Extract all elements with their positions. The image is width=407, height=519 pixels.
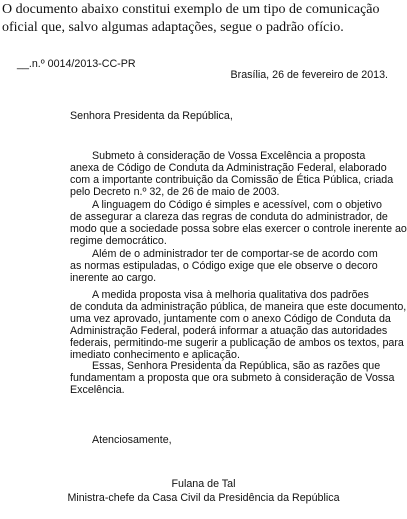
paragraph-line: Administração Federal, poderá informar a atuação das autoridades <box>70 325 388 337</box>
salutation: Senhora Presidenta da República, <box>70 110 233 122</box>
paragraph <box>70 360 395 396</box>
paragraph-line: imediato conhecimento e aplicação. <box>70 349 240 361</box>
signer-title: Ministra-chefe da Casa Civil da Presidência da República <box>67 492 340 504</box>
paragraph-line: Essas, Senhora Presidenta da República, são as razões que <box>92 360 381 372</box>
paragraph <box>70 248 388 284</box>
paragraph-line: uma vez aprovado, juntamente com o anexo Código de Conduta da <box>70 313 391 325</box>
paragraph-line: Submeto à consideração de Vossa Excelência a proposta <box>92 150 366 162</box>
paragraph-line: as normas estipuladas, o Código exige que ele observe o decoro <box>70 260 378 272</box>
paragraph-line: de conduta da administração pública, de maneira que este documento, <box>70 301 407 313</box>
paragraph-line: federais, permitindo-me sugerir a publicação de ambos os textos, para <box>70 337 404 349</box>
document-number: __.n.º 0014/2013-CC-PR <box>17 58 136 70</box>
place-date: Brasília, 26 de fevereiro de 2013. <box>230 69 388 81</box>
paragraph-line: com a importante contribuição da Comissão de Ética Pública, criada <box>70 174 394 186</box>
paragraph-line: A medida proposta visa à melhoria qualitativa dos padrões <box>92 289 369 301</box>
paragraph-line: modo que a sociedade possa sobre elas exercer o controle inerente ao <box>70 223 407 235</box>
paragraph <box>70 150 394 198</box>
paragraph-line: de assegurar a clareza das regras de conduta do administrador, de <box>70 211 388 223</box>
closing: Atenciosamente, <box>92 434 172 446</box>
paragraph-line: regime democrático. <box>70 235 167 247</box>
paragraph-line: inerente ao cargo. <box>70 272 157 284</box>
intro-line: O documento abaixo constitui exemplo de um tipo de comunicação <box>2 2 380 17</box>
paragraph <box>70 289 407 361</box>
paragraph-line: pelo Decreto n.º 32, de 26 de maio de 2003. <box>70 186 280 198</box>
paragraph-line: Além de o administrador ter de comportar-se de acordo com <box>92 248 378 260</box>
intro-line: oficial que, salvo algumas adaptações, segue o padrão ofício. <box>2 20 344 35</box>
paragraph-line: A linguagem do Código é simples e acessível, com o objetivo <box>92 199 382 211</box>
paragraph-line: Excelência. <box>70 384 125 396</box>
signer-name: Fulana de Tal <box>171 478 236 490</box>
paragraph-line: anexa de Código de Conduta da Administração Federal, elaborado <box>70 162 387 174</box>
paragraph <box>70 199 407 247</box>
intro-text <box>2 1 406 37</box>
paragraph-line: fundamentam a proposta que ora submeto à consideração de Vossa <box>70 372 395 384</box>
